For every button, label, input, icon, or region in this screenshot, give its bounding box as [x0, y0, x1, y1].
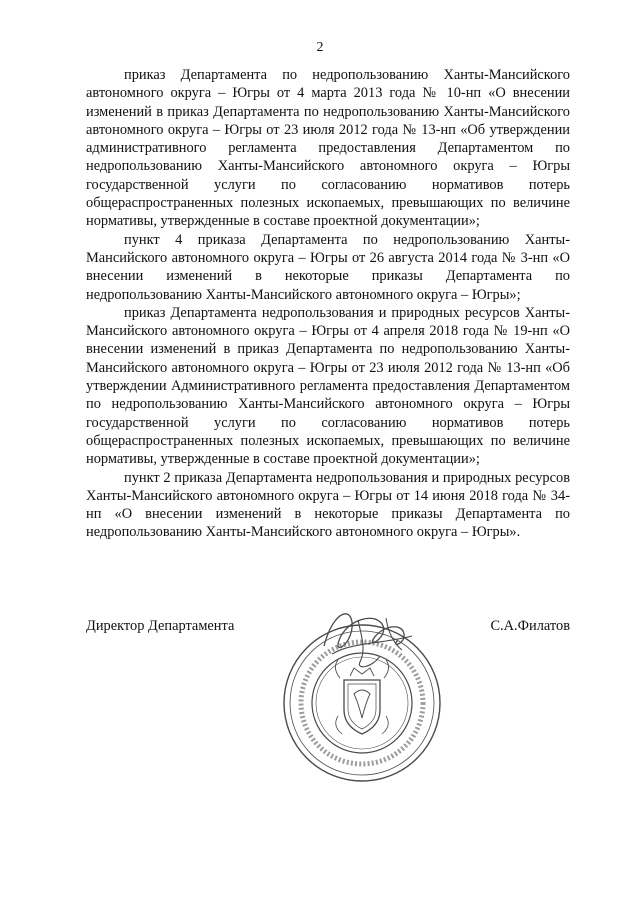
paragraph-1: приказ Департамента по недропользованию Ханты-Мансийского автономного округа – Югры от 4 марта 2013 года № 10-нп «О внесении изменений в приказ Департамента по недропользованию Ханты-Мансийского автономного округа – Югры от 23 июля 2012 года № 13-нп «Об утверждении административного регламента предоставления Департаментом по недропользованию Ханты-Мансийского автономного округа – Югры государственной услуги по согласованию нормативов потерь общераспространенных полезных ископаемых, превышающих по величине нормативы, утвержденные в составе проектной документации»;: [86, 67, 570, 230]
signatory-name: С.А.Филатов: [490, 618, 570, 634]
signatory-position: Директор Департамента: [86, 618, 235, 634]
signature-block: [86, 618, 570, 648]
body-text: [86, 66, 570, 542]
paragraph-2: пункт 4 приказа Департамента по недропользованию Ханты-Мансийского автономного округа – Югры от 26 августа 2014 года № 3-нп «О внесении изменений в некоторые приказы Департамента по недропользованию Ханты-Мансийского автономного округа – Югры»;: [86, 231, 570, 303]
paragraph-4: пункт 2 приказа Департамента недропользования и природных ресурсов Ханты-Мансийского автономного округа – Югры от 14 июня 2018 года № 34-нп «О внесении изменений в некоторые приказы Департамента по недропользованию Ханты-Мансийского автономного округа – Югры».: [86, 469, 570, 541]
paragraph-3: приказ Департамента недропользования и природных ресурсов Ханты-Мансийского автономного округа – Югры от 4 апреля 2018 года № 19-нп «О внесении изменений в приказ Департамента по недропользованию Ханты-Мансийского автономного округа – Югры от 23 июля 2012 года № 13-нп «Об утверждении Административного регламента предоставления Департаментом по недропользованию Ханты-Мансийского автономного округа – Югры государственной услуги по согласованию нормативов потерь общераспространенных полезных ископаемых, превышающих по величине нормативы, утвержденные в составе проектной документации»;: [86, 304, 570, 468]
page-number: 2: [316, 40, 324, 55]
